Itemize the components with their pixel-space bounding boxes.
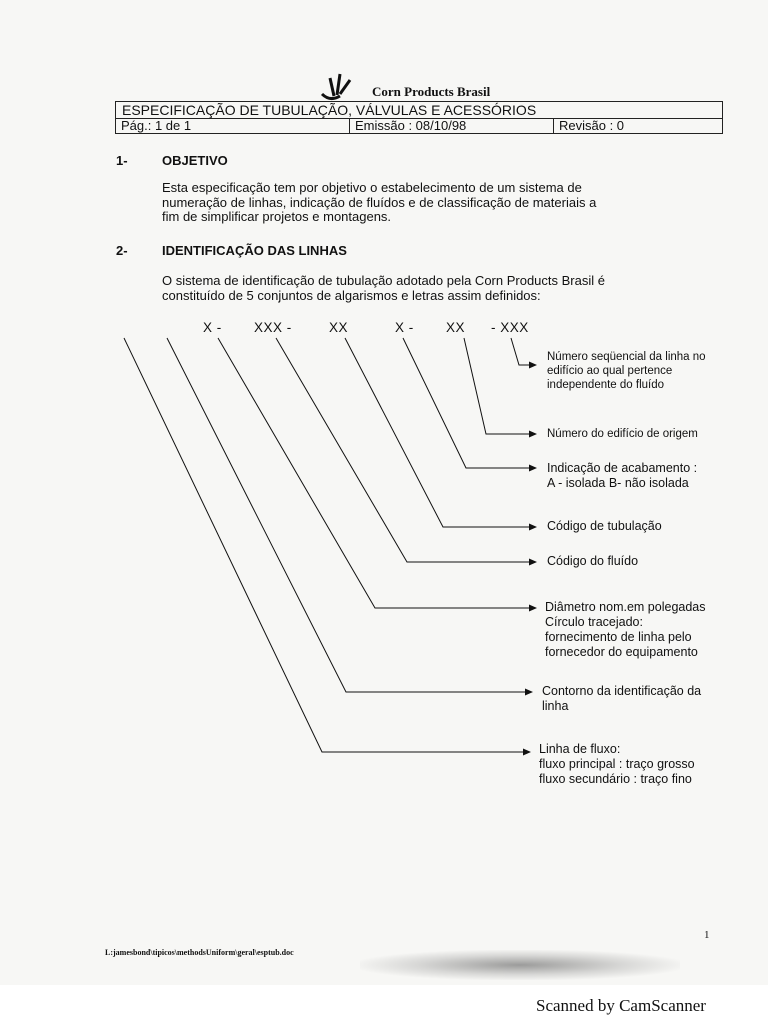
code-part: X - [203,320,222,335]
scan-smudge [360,950,680,980]
label-line: Contorno da identificação da [542,684,702,698]
label-line: Linha de fluxo: [539,742,621,756]
text-line: fim de simplificar projetos e montagens. [162,209,392,224]
leader-line [511,338,536,365]
label-line: fluxo secundário : traço fino [539,772,692,786]
leader-line [464,338,536,434]
code-part: XX [329,320,349,335]
issue-date: Emissão : 08/10/98 [349,119,553,134]
label-line: fluxo principal : traço grosso [539,757,695,771]
code-part: XX [446,320,466,335]
text-line: constituído de 5 conjuntos de algarismos e letras assim definidos: [162,287,541,303]
diagram-label [547,427,698,441]
leader-line [403,338,536,468]
leader-line [167,338,532,692]
document-title: ESPECIFICAÇÃO DE TUBULAÇÃO, VÁLVULAS E ACESSÓRIOS [116,102,722,119]
text-line: Esta especificação tem por objetivo o estabelecimento de um sistema de [162,180,582,195]
leader-line [124,338,530,752]
scanner-watermark: Scanned by CamScanner [536,996,706,1015]
section-number: 1- [116,153,128,168]
label-line: Número seqüencial da linha no [547,351,706,363]
label-line: Diâmetro nom.em polegadas [545,600,706,614]
label-line: independente do fluído [547,379,665,391]
section-title: OBJETIVO [162,153,228,168]
section-number: 2- [116,243,128,258]
label-line: Indicação de acabamento : [547,461,698,475]
label-line: A - isolada B- não isolada [547,476,689,490]
code-part: XXX - [254,320,292,335]
diagram-label [547,461,697,491]
code-part: X - [395,320,414,335]
diagram-label [547,554,638,569]
diagram-label [542,684,701,714]
code-part: - XXX [491,320,529,335]
label-line: Número do edifício de origem [547,428,698,440]
text-line: numeração de linhas, indicação de fluídos e de classificação de materiais a [162,194,597,210]
label-line: edifício ao qual pertence [547,365,673,377]
label-line: fornecimento de linha pelo [545,630,692,644]
text-line: O sistema de identificação de tubulação adotado pela Corn Products Brasil é [162,273,605,288]
diagram-label [545,600,706,660]
label-line: linha [542,699,569,713]
page-number: 1 [704,929,710,941]
diagram-label [547,519,662,534]
company-name: Corn Products Brasil [372,84,491,99]
leader-line [345,338,536,527]
diagram-label [539,742,695,787]
revision: Revisão : 0 [553,119,723,134]
section-title: IDENTIFICAÇÃO DAS LINHAS [162,243,347,258]
leader-line [276,338,536,562]
page-count: Pág.: 1 de 1 [121,118,192,133]
diagram-label [547,350,706,392]
label-line: Código do fluído [547,554,639,568]
label-line: Código de tubulação [547,519,662,533]
leader-line [218,338,536,608]
file-path: L:jamesbond\tipicos\methodsUniform\geral\esptub.doc [105,948,294,957]
label-line: fornecedor do equipamento [545,645,698,659]
label-line: Círculo tracejado: [545,615,643,629]
